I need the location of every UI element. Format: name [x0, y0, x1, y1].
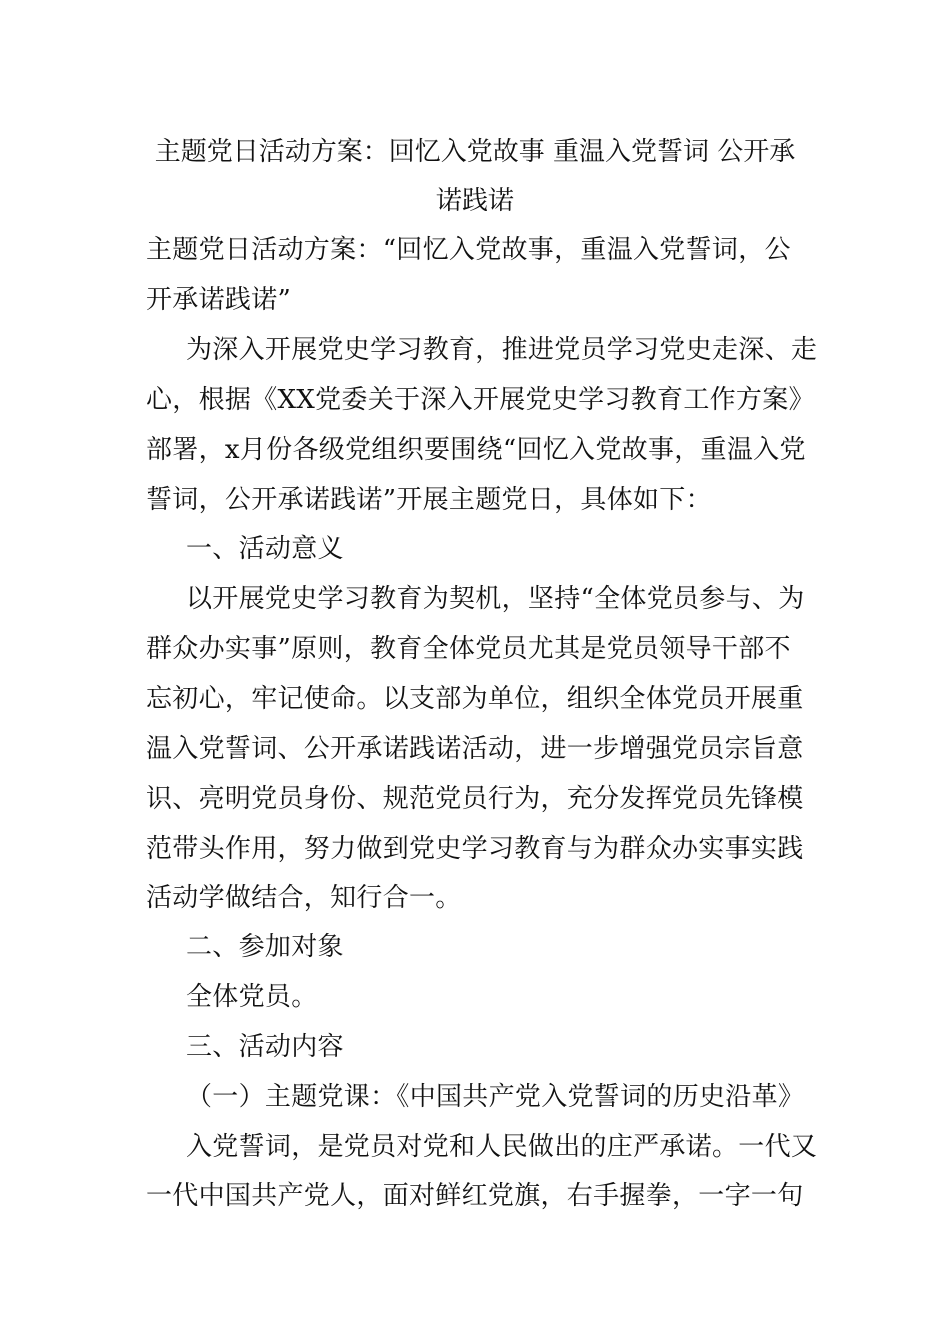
body-text-line: 全体党员。 [186, 982, 318, 1012]
section-heading: 一、活动意义 [186, 534, 344, 564]
subtitle-line: 开承诺践诺” [146, 285, 292, 315]
body-text-line: 入党誓词，是党员对党和人民做出的庄严承诺。一代又 [186, 1132, 818, 1162]
body-text-line: 为深入开展党史学习教育，推进党员学习党史走深、走 [186, 335, 818, 365]
body-text-line: 心，根据《XX党委关于深入开展党史学习教育工作方案》 [146, 385, 815, 415]
body-text-line: 誓词，公开承诺践诺”开展主题党日，具体如下： [146, 485, 712, 515]
document-title-line-1: 主题党日活动方案：回忆入党故事 重温入党誓词 公开承 [154, 137, 796, 167]
body-text-line: 识、亮明党员身份、规范党员行为，充分发挥党员先锋模 [146, 784, 804, 814]
document-title-line-2: 诺践诺 [435, 186, 514, 216]
body-text-line: 以开展党史学习教育为契机，坚持“全体党员参与、为 [186, 584, 805, 614]
section-heading: 二、参加对象 [186, 932, 344, 962]
body-text-line: 范带头作用，努力做到党史学习教育与为群众办实事实践 [146, 834, 804, 864]
body-text-line: 部署，x月份各级党组织要围绕“回忆入党故事，重温入党 [146, 435, 806, 465]
subsection-heading: （一）主题党课：《中国共产党入党誓词的历史沿革》 [186, 1082, 805, 1112]
section-heading: 三、活动内容 [186, 1032, 344, 1062]
subtitle-line: 主题党日活动方案：“回忆入党故事，重温入党誓词，公 [146, 235, 791, 265]
body-text-line: 忘初心，牢记使命。以支部为单位，组织全体党员开展重 [146, 684, 804, 714]
body-text-line: 一代中国共产党人，面对鲜红党旗，右手握拳，一字一句 [146, 1181, 804, 1211]
body-text-line: 活动学做结合，知行合一。 [146, 883, 462, 913]
body-text-line: 温入党誓词、公开承诺践诺活动，进一步增强党员宗旨意 [146, 734, 804, 764]
body-text-line: 群众办实事”原则，教育全体党员尤其是党员领导干部不 [146, 634, 791, 664]
